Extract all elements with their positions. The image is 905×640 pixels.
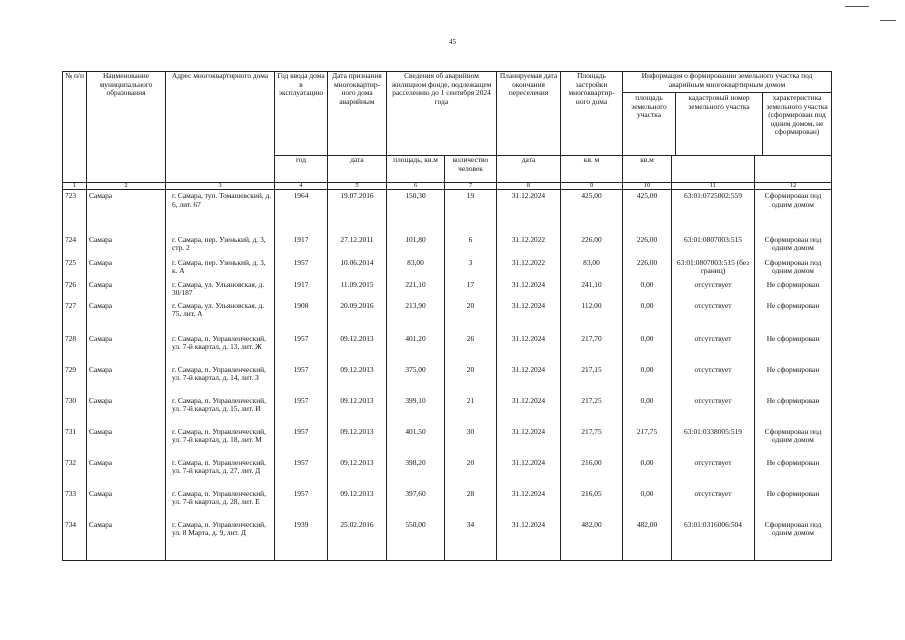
characteristic-cell: Не сформирован bbox=[755, 488, 832, 519]
characteristic-cell: Сформирован под одним домом bbox=[755, 234, 832, 257]
land-area-cell: 217,75 bbox=[623, 426, 672, 457]
cadastral-cell: отсутствует bbox=[672, 300, 755, 333]
characteristic-cell: Не сформирован bbox=[755, 364, 832, 395]
emergency-date-cell: 25.02.2016 bbox=[328, 519, 387, 561]
table-row bbox=[63, 333, 832, 364]
row-number: 726 bbox=[63, 279, 87, 300]
emergency-date-cell: 09.12.2013 bbox=[328, 488, 387, 519]
column-number: 11 bbox=[672, 183, 755, 190]
table-row bbox=[63, 257, 832, 279]
cadastral-cell: отсутствует bbox=[672, 488, 755, 519]
table-row bbox=[63, 519, 832, 561]
area-cell: 401,50 bbox=[387, 426, 445, 457]
address-cell: г. Самара, туп. Томашевский, д. 6, лит. 67 bbox=[166, 190, 275, 234]
table-row bbox=[63, 190, 832, 234]
unit-empty bbox=[672, 156, 755, 183]
people-cell: 20 bbox=[445, 364, 497, 395]
emergency-date-cell: 19.07.2016 bbox=[328, 190, 387, 234]
year-cell: 1908 bbox=[275, 300, 328, 333]
municipality-cell: Самара bbox=[87, 300, 166, 333]
planned-date-cell: 31.12.2024 bbox=[497, 300, 561, 333]
address-cell: г. Самара, п. Управленческий, ул. 7-й квартал, д. 18, лит. М bbox=[166, 426, 275, 457]
row-number: 730 bbox=[63, 395, 87, 426]
unit-date: дата bbox=[328, 156, 387, 183]
area-cell: 398,20 bbox=[387, 457, 445, 488]
characteristic-cell: Сформирован под одним домом bbox=[755, 426, 832, 457]
address-cell: г. Самара, ул. Ульяновская, д. 75, лит. А bbox=[166, 300, 275, 333]
row-number: 728 bbox=[63, 333, 87, 364]
municipality-cell: Самара bbox=[87, 457, 166, 488]
unit-area: площадь, кв.м bbox=[387, 156, 445, 183]
people-cell: 21 bbox=[445, 395, 497, 426]
column-number: 2 bbox=[87, 183, 166, 190]
building-area-cell: 217,15 bbox=[561, 364, 623, 395]
column-number: 10 bbox=[623, 183, 672, 190]
table-row bbox=[63, 279, 832, 300]
municipality-cell: Самара bbox=[87, 333, 166, 364]
people-cell: 19 bbox=[445, 190, 497, 234]
land-area-cell: 0,00 bbox=[623, 300, 672, 333]
column-number: 12 bbox=[755, 183, 832, 190]
unit-people: количество человек bbox=[445, 156, 497, 183]
row-number: 724 bbox=[63, 234, 87, 257]
people-cell: 3 bbox=[445, 257, 497, 279]
cadastral-cell: 63:01:0338005:519 bbox=[672, 426, 755, 457]
unit-kv-m: кв. м bbox=[561, 156, 623, 183]
header-land-info: Информация о формировании земельного участка под аварийным многоквартирным домом bbox=[623, 72, 831, 93]
land-area-cell: 0,00 bbox=[623, 364, 672, 395]
cadastral-cell: отсутствует bbox=[672, 457, 755, 488]
column-number: 1 bbox=[63, 183, 87, 190]
cadastral-cell: отсутствует bbox=[672, 279, 755, 300]
planned-date-cell: 31.12.2024 bbox=[497, 279, 561, 300]
people-cell: 20 bbox=[445, 457, 497, 488]
building-area-cell: 216,00 bbox=[561, 457, 623, 488]
address-cell: г. Самара, п. Управленческий, ул. 8 Марта, д. 9, лит. Д bbox=[166, 519, 275, 561]
building-area-cell: 217,25 bbox=[561, 395, 623, 426]
people-cell: 28 bbox=[445, 488, 497, 519]
table-row bbox=[63, 300, 832, 333]
column-number: 4 bbox=[275, 183, 328, 190]
area-cell: 397,60 bbox=[387, 488, 445, 519]
planned-date-cell: 31.12.2024 bbox=[497, 488, 561, 519]
building-area-cell: 425,00 bbox=[561, 190, 623, 234]
planned-date-cell: 31.12.2024 bbox=[497, 457, 561, 488]
municipality-cell: Самара bbox=[87, 364, 166, 395]
unit-kv-m-2: кв.м bbox=[623, 156, 672, 183]
page-number: 45 bbox=[449, 38, 456, 46]
emergency-date-cell: 11.09.2015 bbox=[328, 279, 387, 300]
characteristic-cell: Не сформирован bbox=[755, 457, 832, 488]
planned-date-cell: 31.12.2022 bbox=[497, 234, 561, 257]
table-row bbox=[63, 457, 832, 488]
year-cell: 1957 bbox=[275, 395, 328, 426]
column-number: 6 bbox=[387, 183, 445, 190]
emergency-date-cell: 09.12.2013 bbox=[328, 395, 387, 426]
building-area-cell: 241,10 bbox=[561, 279, 623, 300]
area-cell: 375,00 bbox=[387, 364, 445, 395]
year-cell: 1957 bbox=[275, 257, 328, 279]
building-area-cell: 112,00 bbox=[561, 300, 623, 333]
address-cell: г. Самара, пер. Узенький, д. 3, стр. 2 bbox=[166, 234, 275, 257]
year-cell: 1957 bbox=[275, 426, 328, 457]
row-number: 729 bbox=[63, 364, 87, 395]
column-number: 5 bbox=[328, 183, 387, 190]
column-number: 9 bbox=[561, 183, 623, 190]
row-number: 723 bbox=[63, 190, 87, 234]
row-number: 734 bbox=[63, 519, 87, 561]
building-area-cell: 83,00 bbox=[561, 257, 623, 279]
row-number: 733 bbox=[63, 488, 87, 519]
cadastral-cell: отсутствует bbox=[672, 333, 755, 364]
planned-date-cell: 31.12.2024 bbox=[497, 333, 561, 364]
year-cell: 1957 bbox=[275, 488, 328, 519]
unit-empty bbox=[755, 156, 832, 183]
address-cell: г. Самара, п. Управленческий, ул. 7-й квартал, д. 27, лит. Д bbox=[166, 457, 275, 488]
emergency-date-cell: 10.06.2014 bbox=[328, 257, 387, 279]
planned-date-cell: 31.12.2022 bbox=[497, 257, 561, 279]
municipality-cell: Самара bbox=[87, 519, 166, 561]
land-area-cell: 0,00 bbox=[623, 457, 672, 488]
characteristic-cell: Сформирован под одним домом bbox=[755, 519, 832, 561]
characteristic-cell: Сформирован под одним домом bbox=[755, 257, 832, 279]
row-number: 731 bbox=[63, 426, 87, 457]
area-cell: 83,00 bbox=[387, 257, 445, 279]
area-cell: 399,10 bbox=[387, 395, 445, 426]
area-cell: 213,90 bbox=[387, 300, 445, 333]
municipality-cell: Самара bbox=[87, 395, 166, 426]
column-number: 7 bbox=[445, 183, 497, 190]
emergency-date-cell: 27.12.2011 bbox=[328, 234, 387, 257]
header-land-area: площадь земельного участка bbox=[623, 93, 676, 155]
municipality-cell: Самара bbox=[87, 279, 166, 300]
table-row bbox=[63, 426, 832, 457]
land-area-cell: 482,00 bbox=[623, 519, 672, 561]
header-year-commission: Год ввода дома в эксплуатацию bbox=[275, 72, 328, 156]
unit-year: год bbox=[275, 156, 328, 183]
address-cell: г. Самара, ул. Ульяновская, д. 30/187 bbox=[166, 279, 275, 300]
emergency-date-cell: 09.12.2013 bbox=[328, 364, 387, 395]
people-cell: 20 bbox=[445, 300, 497, 333]
header-date-emergency: Дата признания многоквартир-ного дома аварийным bbox=[328, 72, 387, 156]
planned-date-cell: 31.12.2024 bbox=[497, 519, 561, 561]
people-cell: 6 bbox=[445, 234, 497, 257]
scan-artifact bbox=[845, 6, 869, 7]
land-area-cell: 0,00 bbox=[623, 279, 672, 300]
address-cell: г. Самара, п. Управленческий, ул. 7-й квартал, д. 14, лит. З bbox=[166, 364, 275, 395]
header-municipality: Наименование муниципального образования bbox=[87, 72, 166, 183]
people-cell: 30 bbox=[445, 426, 497, 457]
header-address: Адрес многоквартирного дома bbox=[166, 72, 275, 183]
address-cell: г. Самара, пер. Узенький, д. 3, к. А bbox=[166, 257, 275, 279]
characteristic-cell: Не сформирован bbox=[755, 300, 832, 333]
municipality-cell: Самара bbox=[87, 234, 166, 257]
year-cell: 1957 bbox=[275, 333, 328, 364]
emergency-date-cell: 09.12.2013 bbox=[328, 333, 387, 364]
column-number: 8 bbox=[497, 183, 561, 190]
land-area-cell: 0,00 bbox=[623, 333, 672, 364]
building-area-cell: 217,70 bbox=[561, 333, 623, 364]
land-area-cell: 0,00 bbox=[623, 488, 672, 519]
table-row bbox=[63, 234, 832, 257]
area-cell: 101,80 bbox=[387, 234, 445, 257]
people-cell: 26 bbox=[445, 333, 497, 364]
header-fund-info: Сведения об аварийном жилищном фонде, подлежащем расселению до 1 сентября 2024 года bbox=[387, 72, 497, 156]
row-number: 732 bbox=[63, 457, 87, 488]
year-cell: 1939 bbox=[275, 519, 328, 561]
address-cell: г. Самара, п. Управленческий, ул. 7-й квартал, д. 15, лит. И bbox=[166, 395, 275, 426]
people-cell: 34 bbox=[445, 519, 497, 561]
building-area-cell: 482,00 bbox=[561, 519, 623, 561]
building-area-cell: 216,05 bbox=[561, 488, 623, 519]
planned-date-cell: 31.12.2024 bbox=[497, 190, 561, 234]
table-row bbox=[63, 395, 832, 426]
area-cell: 150,30 bbox=[387, 190, 445, 234]
municipality-cell: Самара bbox=[87, 488, 166, 519]
cadastral-cell: 63:01:0807003:515 (без границ) bbox=[672, 257, 755, 279]
characteristic-cell: Сформирован под одним домом bbox=[755, 190, 832, 234]
row-number: 725 bbox=[63, 257, 87, 279]
cadastral-cell: отсутствует bbox=[672, 395, 755, 426]
cadastral-cell: отсутствует bbox=[672, 364, 755, 395]
header-planned-date: Планируемая дата окончания переселения bbox=[497, 72, 561, 156]
area-cell: 401,20 bbox=[387, 333, 445, 364]
characteristic-cell: Не сформирован bbox=[755, 395, 832, 426]
column-number: 3 bbox=[166, 183, 275, 190]
land-area-cell: 226,00 bbox=[623, 234, 672, 257]
area-cell: 550,00 bbox=[387, 519, 445, 561]
cadastral-cell: 63:01:0725002:559 bbox=[672, 190, 755, 234]
year-cell: 1964 bbox=[275, 190, 328, 234]
planned-date-cell: 31.12.2024 bbox=[497, 395, 561, 426]
year-cell: 1957 bbox=[275, 457, 328, 488]
header-num: № п/п bbox=[63, 72, 87, 183]
cadastral-cell: 63:01:0807003:515 bbox=[672, 234, 755, 257]
table-row bbox=[63, 488, 832, 519]
emergency-date-cell: 20.09.2016 bbox=[328, 300, 387, 333]
land-area-cell: 226,00 bbox=[623, 257, 672, 279]
row-number: 727 bbox=[63, 300, 87, 333]
planned-date-cell: 31.12.2024 bbox=[497, 364, 561, 395]
area-cell: 221,10 bbox=[387, 279, 445, 300]
cadastral-cell: 63:01:0316006:504 bbox=[672, 519, 755, 561]
building-area-cell: 217,75 bbox=[561, 426, 623, 457]
characteristic-cell: Не сформирован bbox=[755, 279, 832, 300]
land-area-cell: 0,00 bbox=[623, 395, 672, 426]
municipality-cell: Самара bbox=[87, 257, 166, 279]
emergency-housing-table bbox=[62, 71, 832, 561]
land-area-cell: 425,00 bbox=[623, 190, 672, 234]
municipality-cell: Самара bbox=[87, 426, 166, 457]
year-cell: 1917 bbox=[275, 279, 328, 300]
header-characteristic: характеристика земельного участка (сформирован под одним домом, не сформирован) bbox=[766, 93, 828, 137]
header-cadastral: кадастровый номер земельного участка bbox=[676, 93, 763, 155]
planned-date-cell: 31.12.2024 bbox=[497, 426, 561, 457]
address-cell: г. Самара, п. Управленческий, ул. 7-й квартал, д. 13, лит. Ж bbox=[166, 333, 275, 364]
municipality-cell: Самара bbox=[87, 190, 166, 234]
scan-artifact bbox=[880, 20, 896, 21]
building-area-cell: 226,00 bbox=[561, 234, 623, 257]
emergency-date-cell: 09.12.2013 bbox=[328, 426, 387, 457]
address-cell: г. Самара, п. Управленческий, ул. 7-й квартал, д. 28, лит. Е bbox=[166, 488, 275, 519]
year-cell: 1917 bbox=[275, 234, 328, 257]
table-row bbox=[63, 364, 832, 395]
header-land-info-group bbox=[623, 72, 832, 156]
year-cell: 1957 bbox=[275, 364, 328, 395]
characteristic-cell: Не сформирован bbox=[755, 333, 832, 364]
emergency-date-cell: 09.12.2013 bbox=[328, 457, 387, 488]
unit-date-2: дата bbox=[497, 156, 561, 183]
header-building-area: Площадь застройки многоквартир-ного дома bbox=[561, 72, 623, 156]
document-sheet bbox=[62, 71, 832, 561]
people-cell: 17 bbox=[445, 279, 497, 300]
